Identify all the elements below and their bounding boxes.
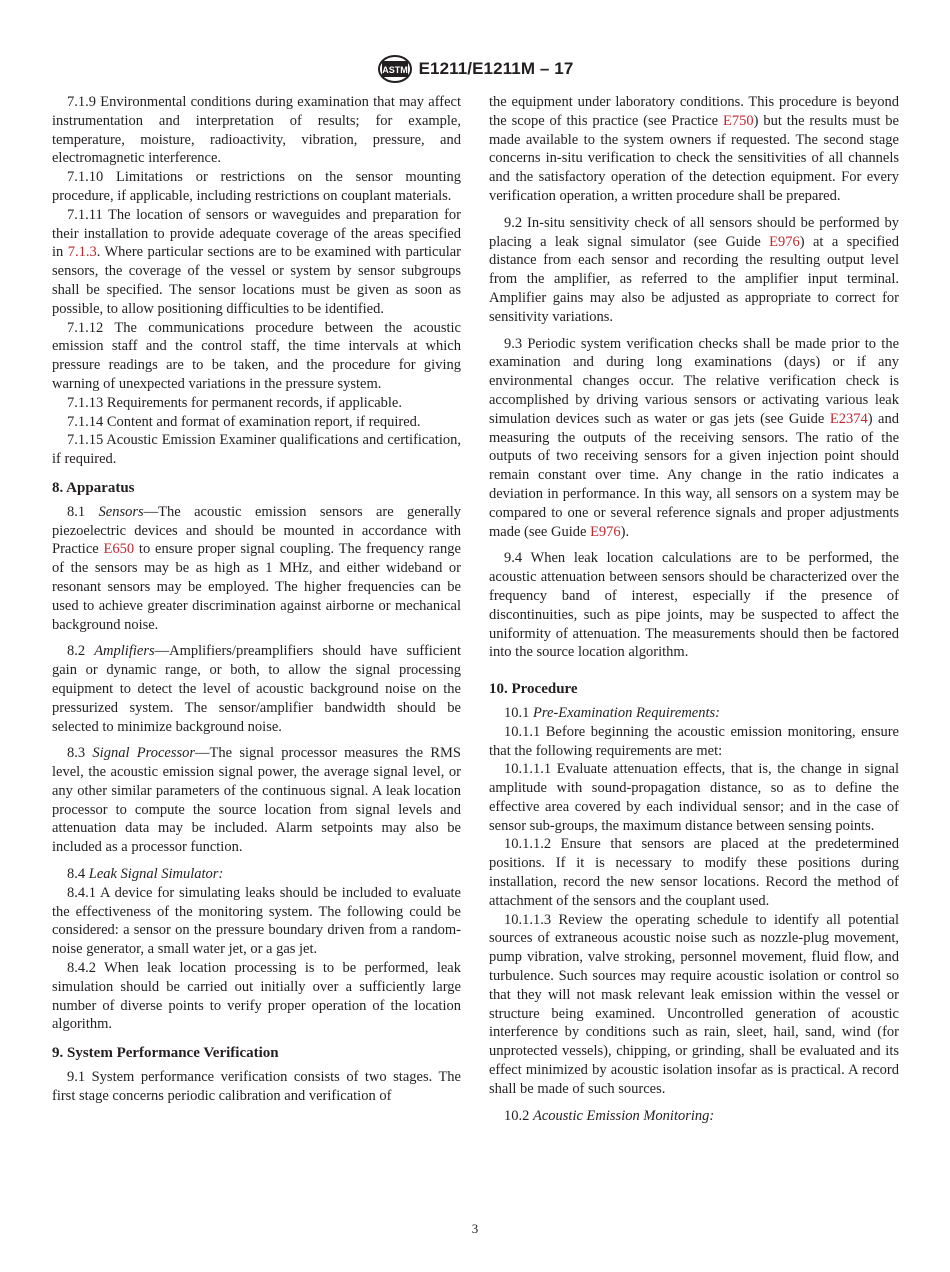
page-number: 3 (471, 1221, 479, 1236)
paragraph-10-1-1: 10.1.1 Before beginning the acoustic emission monitoring, ensure that the following requirements are met: (489, 723, 899, 759)
section-heading-9: 9. System Performance Verification (52, 1045, 279, 1062)
paragraph-text: 9.2 In-situ sensitivity check of all sensors should be performed by placing a leak signal simulator (see Guide (489, 214, 899, 250)
paragraph-10-2 (489, 1107, 899, 1126)
paragraph-term: Sensors (98, 503, 144, 520)
paragraph-text: 7.1.11 The location of sensors or waveguides and preparation for their installation to provide adequate coverage of the areas specified in (52, 206, 461, 261)
paragraph-7-1-10: 7.1.10 Limitations or restrictions on the sensor mounting procedure, if applicable, including restrictions on couplant materials. (52, 169, 461, 204)
standard-link-e976[interactable]: E976 (590, 523, 621, 540)
paragraph-number: 8.4 (67, 866, 89, 883)
paragraph-text: —Amplifiers/preamplifiers should have sufficient gain or dynamic range, or both, to allow the signal processing equipment to detect the level of acoustic background noise on the pressurized system. The sensor/amplifier bandwidth should be selected to minimize background noise. (52, 643, 461, 735)
standard-link-e650[interactable]: E650 (103, 541, 135, 558)
paragraph-8-4-1: 8.4.1 A device for simulating leaks should be included to evaluate the effectiveness of the monitoring system. The following could be considered: a sensor on the pressure boundary driven from a random-noise generator, a small water jet, or a gas jet. (52, 884, 461, 958)
paragraph-8-4-2: 8.4.2 When leak location processing is to be performed, leak simulation should be carried out initially over a sufficiently large number of diverse points to verify proper operation of the location algorithm. (52, 960, 461, 1033)
paragraph-9-2 (489, 214, 899, 327)
astm-logo-text: ASTM (381, 65, 408, 75)
paragraph-7-1-13: 7.1.13 Requirements for permanent records, if applicable. (67, 394, 402, 411)
paragraph-9-1: 9.1 System performance verification consists of two stages. The first stage concerns periodic calibration and verification of (52, 1069, 461, 1104)
paragraph-text: ) at a specified distance from each sensor and recording the resulting output level from the amplifier, as referred to the amplifier input terminal. Amplifier gains may also be adjusted as appropriate to correct for sensitivity variations. (489, 233, 899, 325)
paragraph-text: —The signal processor measures the RMS level, the acoustic emission signal power, the average signal level, or any other similar parameters of the continuous signal. A leak location processor to compute the source location from signal levels and attenuation data may be included. Alarm setpoints may also be included as a processor function. (52, 745, 461, 856)
paragraph-text: 9.3 Periodic system verification checks shall be made prior to the examination and during long examinations (days) or if any environmental changes occur. The relative verification check is accomplished by driving various sensors or activating various leak simulation devices such as water or gas jets (see Guide (489, 335, 899, 427)
paragraph-7-1-15: 7.1.15 Acoustic Emission Examiner qualifications and certification, if required. (52, 432, 461, 468)
paragraph-text: ). (620, 523, 630, 540)
section-link-7-1-3[interactable]: 7.1.3 (67, 244, 97, 261)
paragraph-text: ) and measuring the outputs of the receiving sensors. The ratio of the outputs of two receiving sensors for a given injection point should remain constant over time. Any change in the ratio indicates a deviation in performance. In this way, all sensors on a system may be compared to one or several reference signals and proper adjustments made (see Guide (489, 410, 899, 540)
section-heading-10: 10. Procedure (489, 681, 578, 698)
paragraph-7-1-12: 7.1.12 The communications procedure between the acoustic emission staff and the control staff, the time intervals at which pressure readings are to be taken, and the procedure for giving warning of unexpected variations in the pressure system. (52, 319, 461, 392)
paragraph-9-1-continued (489, 93, 899, 206)
paragraph-9-3 (489, 335, 899, 542)
astm-logo-icon (377, 54, 413, 84)
paragraph-9-4: 9.4 When leak location calculations are to be performed, the acoustic attenuation between sensors should be characterized over the frequency band of interest, especially if the presence of discontinuities, such as pipe joints, may be suspected to affect the uniformity of attenuation. The measurements should then be factored into the source location algorithm. (489, 550, 899, 661)
left-column (52, 93, 461, 1106)
paragraph-8-1 (52, 503, 461, 635)
paragraph-10-1-1-3: 10.1.1.3 Review the operating schedule to identify all potential sources of extraneous acoustic noise such as nozzle-plug movement, pump vibration, valve stroking, personnel movement, fluid flow, and turbulence. Such sources may require acoustic isolation or control so that they will not mask relevant leak emission within the vessel or structure being examined. Uncontrolled generation of acoustic interference by conditions such as rain, sleet, hail, sand, wind (for unprotected vessels), chipping, or grinding, shall be evaluated and its effect minimized by acoustic isolation insofar as is practical. A record shall be made of such sources. (489, 911, 899, 1097)
paragraph-number: 8.1 (67, 503, 99, 520)
paragraph-text: . Where particular sections are to be examined with particular sensors, the coverage of the vessel or system by sensor subgroups shall be specified. The sensor locations must be given as soon as possible, to allow positioning difficulties to be identified. (52, 244, 462, 317)
paragraph-term: Signal Processor (92, 745, 196, 762)
right-column (489, 93, 899, 1125)
paragraph-term: Acoustic Emission Monitoring: (533, 1107, 715, 1124)
standard-link-e2374[interactable]: E2374 (829, 410, 868, 427)
paragraph-8-4 (52, 865, 461, 884)
paragraph-10-1-1-1: 10.1.1.1 Evaluate attenuation effects, that is, the change in signal amplitude with sound-propagation distance, so as to define the effective area covered by each individual sensor; and in the case of sensor sub-groups, the maximum distance between sensing points. (489, 761, 899, 834)
paragraph-8-3 (52, 744, 461, 857)
paragraph-7-1-14: 7.1.14 Content and format of examination report, if required. (67, 413, 421, 430)
paragraph-text: —The acoustic emission sensors are generally piezoelectric devices and should be mounted in accordance with Practice (52, 503, 461, 558)
paragraph-10-1-1-2: 10.1.1.2 Ensure that sensors are placed at the predetermined positions. If it is necessary to modify these positions during installation, record the new sensor locations. Record the method of attachment of the sensors and the couplant used. (489, 836, 899, 909)
paragraph-term: Amplifiers (94, 643, 155, 660)
paragraph-number: 10.1 (504, 704, 533, 721)
paragraph-text: to ensure proper signal coupling. The frequency range of the sensors may be as high as 1 MHz, and either wideband or resonant sensors may be employed. The higher frequencies can be used to achieve greater discrimination against airborne or mechanical background noise. (52, 541, 461, 633)
standard-link-e750[interactable]: E750 (723, 112, 754, 129)
paragraph-8-2 (52, 642, 461, 736)
standard-link-e976[interactable]: E976 (769, 233, 800, 250)
paragraph-term: Leak Signal Simulator: (88, 866, 224, 883)
paragraph-text: ) but the results must be made available to the system owners if requested. The second stage concerns in-situ verification to check the sensitivities of all channels and the satisfactory operation of the detection equipment. For every verification operation, a written procedure shall be prepared. (489, 112, 899, 204)
paragraph-text: the equipment under laboratory conditions. This procedure is beyond the scope of this practice (see Practice (489, 94, 899, 129)
paragraph-number: 10.2 (504, 1107, 533, 1124)
paragraph-number: 8.3 (67, 745, 93, 762)
paragraph-term: Pre-Examination Requirements: (533, 704, 720, 721)
section-heading-8: 8. Apparatus (52, 479, 135, 496)
page-header (0, 52, 950, 86)
paragraph-7-1-11 (52, 206, 461, 319)
paragraph-number: 8.2 (67, 643, 95, 660)
paragraph-7-1-9: 7.1.9 Environmental conditions during examination that may affect instrumentation and interpretation of results; for example, temperature, moisture, radioactivity, vibration, pressure, and electromagnetic interference. (52, 94, 461, 167)
paragraph-10-1 (489, 704, 899, 723)
document-designation: E1211/E1211M – 17 (418, 58, 574, 78)
